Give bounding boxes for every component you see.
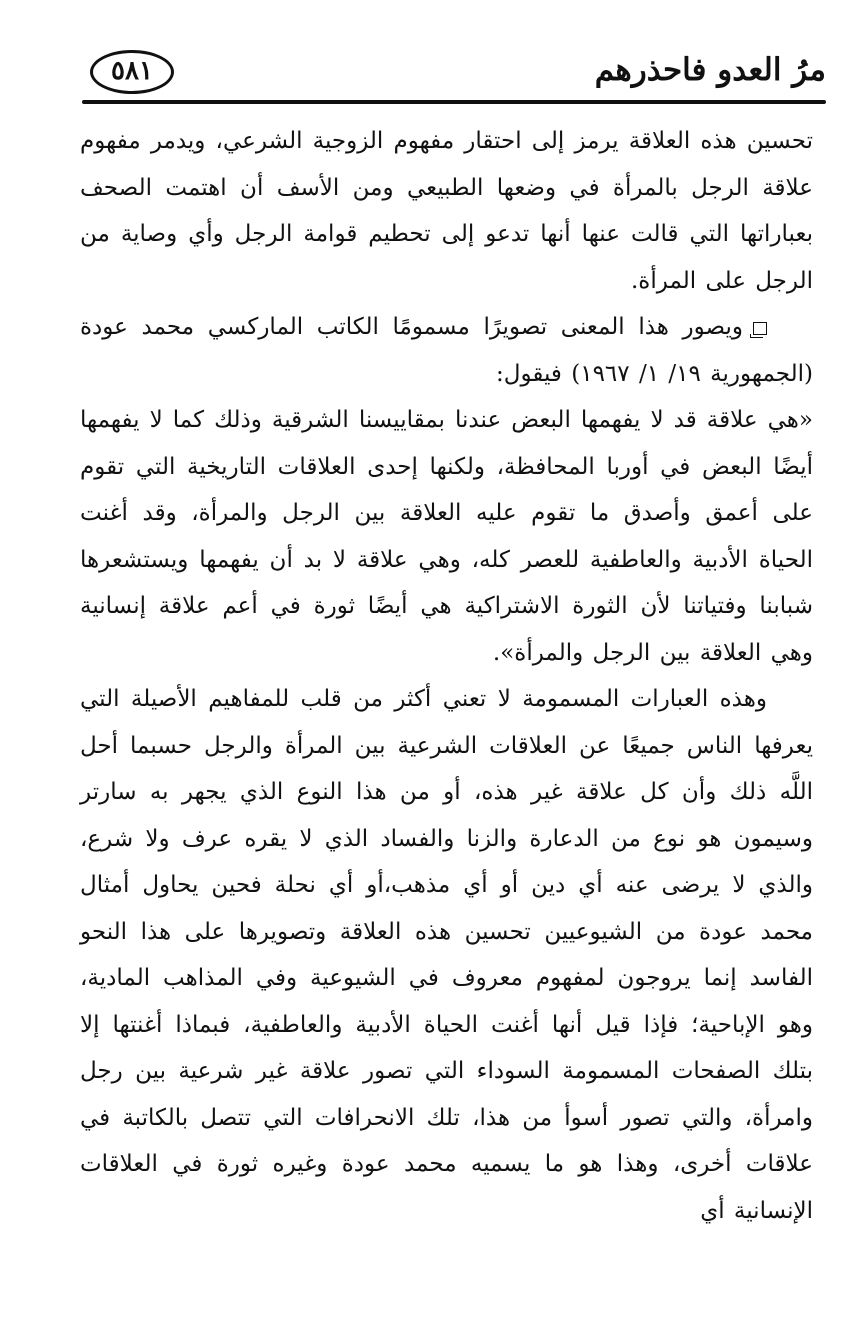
paragraph-2 [80,304,813,397]
paragraph-4-text: وهذه العبارات المسمومة لا تعني أكثر من قلب للمفاهيم الأصيلة التي يعرفها الناس جميعًا عن العلاقات الشرعية بين المرأة والرجل حسبما أحل اللَّه ذلك وأن كل علاقة غير هذه، أو من هذا النوع الذي يجهر به سارتر وسيمون هو نوع من الدعارة والزنا والفساد الذي لا يقره عرف ولا شرع، والذي لا يرضى عنه أي دين أو أي مذهب،أو أي نحلة فحين يحاول أمثال محمد عودة من الشيوعيين تحسين هذه العلاقة وتصويرها على هذا النحو الفاسد إنما يروجون لمفهوم معروف في الشيوعية وفي المذاهب المادية، وهو الإباحية؛ فإذا قيل أنها أغنت الحياة الأدبية والعاطفية، فبماذا أغنتها إلا بتلك الصفحات المسمومة السوداء التي تصور علاقة غير شرعية بين رجل وامرأة، والتي تصور أسوأ من هذا، تلك الانحرافات التي تتصل بالكاتبة في علاقات أخرى، وهذا هو ما يسميه محمد عودة وغيره ثورة في العلاقات الإنسانية أي [80,686,813,1224]
body-text [80,118,813,1234]
page-number: ٥٨١ [111,56,153,86]
paragraph-1 [80,118,813,304]
paragraph-4 [80,676,813,1234]
page-header [76,44,826,106]
square-bullet-icon [753,322,767,335]
paragraph-3-text: «هي علاقة قد لا يفهمها البعض عندنا بمقاييسنا الشرقية وذلك كما لا يفهمها أيضًا البعض في أوربا المحافظة، ولكنها إحدى العلاقات التاريخية التي تقوم على أعمق وأصدق ما تقوم عليه العلاقة بين الرجل والمرأة، وقد أغنت الحياة الأدبية والعاطفية للعصر كله، وهي علاقة لا بد أن يفهمها ويستشعرها شبابنا وفتياتنا لأن الثورة الاشتراكية هي أيضًا ثورة في أعم علاقة إنسانية وهي العلاقة بين الرجل والمرأة». [80,407,813,666]
page-number-oval [90,50,174,94]
running-title: مرُ العدو فاحذرهم [594,52,826,88]
header-rule [82,100,826,104]
paragraph-1-text: تحسين هذه العلاقة يرمز إلى احتقار مفهوم الزوجية الشرعي، ويدمر مفهوم علاقة الرجل بالمرأة في وضعها الطبيعي ومن الأسف أن اهتمت الصحف بعباراتها التي قالت عنها أنها تدعو إلى تحطيم قوامة الرجل وأي وصاية من الرجل على المرأة. [80,128,813,294]
paragraph-2-text: ويصور هذا المعنى تصويرًا مسمومًا الكاتب الماركسي محمد عودة (الجمهورية ١٩/ ١/ ١٩٦٧) فيقول: [80,314,813,387]
paragraph-3-quote [80,397,813,676]
